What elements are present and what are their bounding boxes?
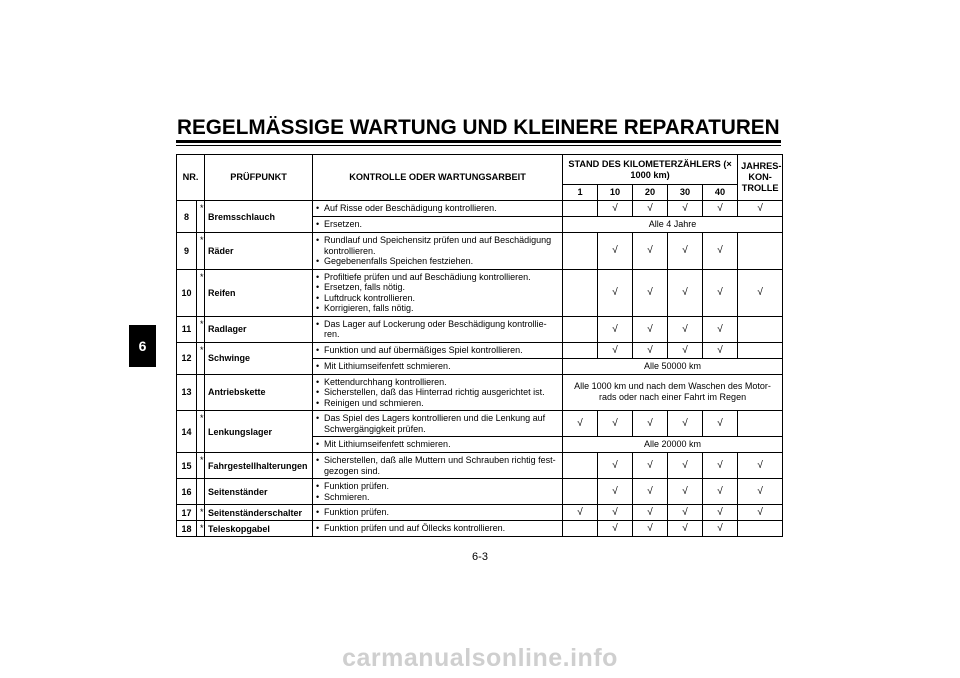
- dealer-service-marker: *: [200, 203, 204, 213]
- table-row: [177, 505, 783, 521]
- header-annual: JAHRES-KON-TROLLE: [738, 155, 783, 201]
- empty-cell: [738, 316, 783, 342]
- maintenance-task: [313, 479, 563, 505]
- check-mark: √: [668, 411, 703, 437]
- check-mark: √: [668, 269, 703, 316]
- empty-cell: [563, 269, 598, 316]
- star-cell: [197, 479, 205, 505]
- check-mark: √: [668, 201, 703, 217]
- task-bullet: • Ersetzen.: [316, 219, 559, 230]
- check-mark: √: [703, 411, 738, 437]
- task-bullet: • Rundlauf und Speichensitz prüfen und auf Beschädigung kontrollieren.: [316, 235, 559, 256]
- check-mark: √: [598, 342, 633, 358]
- check-mark: √: [633, 233, 668, 270]
- star-cell: [197, 453, 205, 479]
- check-item: Schwinge: [205, 342, 313, 374]
- dealer-service-marker: *: [200, 271, 204, 282]
- empty-cell: [738, 521, 783, 537]
- table-row: [177, 233, 783, 270]
- task-bullet: • Kettendurchhang kontrollieren.: [316, 377, 559, 388]
- check-mark: √: [738, 505, 783, 521]
- maintenance-table: [176, 154, 783, 537]
- empty-cell: [563, 316, 598, 342]
- table-row: [177, 342, 783, 358]
- check-item: Seitenständer: [205, 479, 313, 505]
- check-mark: √: [598, 269, 633, 316]
- maintenance-task: [313, 453, 563, 479]
- check-item: Teleskopgabel: [205, 521, 313, 537]
- table-row: [177, 479, 783, 505]
- check-item: Lenkungslager: [205, 411, 313, 453]
- check-mark: √: [738, 269, 783, 316]
- dealer-service-marker: *: [200, 344, 204, 355]
- check-mark: √: [668, 505, 703, 521]
- check-item: Fahrgestellhalterungen: [205, 453, 313, 479]
- check-mark: √: [703, 521, 738, 537]
- maintenance-task: [313, 358, 563, 374]
- star-cell: [197, 521, 205, 537]
- header-km-30: 30: [668, 185, 703, 201]
- table-row: [177, 269, 783, 316]
- row-number: 10: [177, 269, 197, 316]
- check-mark: √: [598, 505, 633, 521]
- check-mark: √: [668, 342, 703, 358]
- task-bullet: • Funktion prüfen.: [316, 507, 559, 518]
- check-mark: √: [633, 269, 668, 316]
- maintenance-task: [313, 269, 563, 316]
- task-bullet: • Sicherstellen, daß das Hinterrad richtig ausgerichtet ist.: [316, 387, 559, 398]
- chapter-tab: 6: [129, 325, 156, 367]
- dealer-service-marker: *: [200, 455, 204, 465]
- task-bullet: • Schmieren.: [316, 492, 559, 503]
- task-bullet: • Luftdruck kontrollieren.: [316, 293, 559, 304]
- empty-cell: [563, 521, 598, 537]
- table-row: [177, 374, 783, 411]
- check-item: Seitenständerschalter: [205, 505, 313, 521]
- check-mark: √: [703, 201, 738, 217]
- task-bullet: • Funktion prüfen und auf Öllecks kontrollieren.: [316, 523, 559, 534]
- check-mark: √: [668, 316, 703, 342]
- check-mark: √: [703, 479, 738, 505]
- check-mark: √: [633, 201, 668, 217]
- check-mark: √: [738, 453, 783, 479]
- maintenance-task: [313, 217, 563, 233]
- row-number: 8: [177, 201, 197, 233]
- row-number: 16: [177, 479, 197, 505]
- check-mark: √: [598, 479, 633, 505]
- table-row: [177, 201, 783, 217]
- task-bullet: • Mit Lithiumseifenfett schmieren.: [316, 439, 559, 450]
- maintenance-task: [313, 505, 563, 521]
- table-row: [177, 411, 783, 437]
- maintenance-task: [313, 437, 563, 453]
- header-km-1: 1: [563, 185, 598, 201]
- task-bullet: • Profiltiefe prüfen und auf Beschädiung kontrollieren.: [316, 272, 559, 283]
- title-rule-thin: [176, 145, 781, 146]
- page-number: 6-3: [472, 551, 488, 563]
- maintenance-task: [313, 342, 563, 358]
- row-number: 14: [177, 411, 197, 453]
- row-number: 11: [177, 316, 197, 342]
- task-bullet: • Korrigieren, falls nötig.: [316, 303, 559, 314]
- check-item: Räder: [205, 233, 313, 270]
- check-mark: √: [703, 269, 738, 316]
- page-title: REGELMÄSSIGE WARTUNG UND KLEINERE REPARATUREN: [177, 116, 780, 139]
- row-number: 18: [177, 521, 197, 537]
- check-mark: √: [703, 453, 738, 479]
- task-bullet: • Reinigen und schmieren.: [316, 398, 559, 409]
- watermark: carmanualsonline.info: [342, 644, 618, 672]
- maintenance-task: [313, 521, 563, 537]
- task-bullet: • Funktion und auf übermäßiges Spiel kontrollieren.: [316, 345, 559, 356]
- maintenance-task: [313, 374, 563, 411]
- task-bullet: • Das Lager auf Lockerung oder Beschädigung kontrollie-ren.: [316, 319, 559, 340]
- table-row: [177, 521, 783, 537]
- check-mark: √: [633, 411, 668, 437]
- task-bullet: • Auf Risse oder Beschädigung kontrollieren.: [316, 203, 559, 214]
- header-km-10: 10: [598, 185, 633, 201]
- header-odometer: STAND DES KILOMETERZÄHLERS (× 1000 km): [563, 155, 738, 185]
- empty-cell: [738, 233, 783, 270]
- task-bullet: • Sicherstellen, daß alle Muttern und Schrauben richtig fest-gezogen sind.: [316, 455, 559, 476]
- empty-cell: [563, 453, 598, 479]
- star-cell: [197, 269, 205, 316]
- task-bullet: • Das Spiel des Lagers kontrollieren und die Lenkung auf Schwergängigkeit prüfen.: [316, 413, 559, 434]
- row-number: 17: [177, 505, 197, 521]
- dealer-service-marker: *: [200, 318, 204, 329]
- table-row: [177, 453, 783, 479]
- check-mark: √: [633, 479, 668, 505]
- check-mark: √: [668, 479, 703, 505]
- maintenance-task: [313, 233, 563, 270]
- check-item: Antriebskette: [205, 374, 313, 411]
- star-cell: [197, 201, 205, 233]
- check-mark: √: [738, 201, 783, 217]
- interval-note: Alle 50000 km: [563, 358, 783, 374]
- check-mark: √: [633, 505, 668, 521]
- check-mark: √: [598, 316, 633, 342]
- check-mark: √: [563, 505, 598, 521]
- star-cell: [197, 505, 205, 521]
- check-mark: √: [598, 201, 633, 217]
- check-mark: √: [598, 521, 633, 537]
- check-mark: √: [598, 233, 633, 270]
- dealer-service-marker: *: [200, 235, 204, 245]
- check-mark: √: [738, 479, 783, 505]
- check-mark: √: [668, 453, 703, 479]
- table-row: [177, 316, 783, 342]
- empty-cell: [563, 201, 598, 217]
- star-cell: [197, 233, 205, 270]
- task-bullet: • Ersetzen, falls nötig.: [316, 282, 559, 293]
- row-number: 15: [177, 453, 197, 479]
- check-mark: √: [668, 233, 703, 270]
- check-mark: √: [598, 411, 633, 437]
- dealer-service-marker: *: [200, 413, 204, 423]
- check-mark: √: [668, 521, 703, 537]
- header-km-20: 20: [633, 185, 668, 201]
- header-km-40: 40: [703, 185, 738, 201]
- check-mark: √: [633, 342, 668, 358]
- maintenance-task: [313, 201, 563, 217]
- header-item: PRÜFPUNKT: [205, 155, 313, 201]
- empty-cell: [563, 342, 598, 358]
- check-item: Reifen: [205, 269, 313, 316]
- dealer-service-marker: *: [200, 523, 204, 533]
- maintenance-task: [313, 316, 563, 342]
- check-mark: √: [703, 233, 738, 270]
- check-mark: √: [633, 316, 668, 342]
- row-number: 13: [177, 374, 197, 411]
- check-item: Radlager: [205, 316, 313, 342]
- star-cell: [197, 374, 205, 411]
- check-item: Bremsschlauch: [205, 201, 313, 233]
- row-number: 9: [177, 233, 197, 270]
- check-mark: √: [633, 453, 668, 479]
- task-bullet: • Gegebenenfalls Speichen festziehen.: [316, 256, 559, 267]
- task-bullet: • Funktion prüfen.: [316, 481, 559, 492]
- header-nr: NR.: [177, 155, 205, 201]
- star-cell: [197, 342, 205, 374]
- check-mark: √: [563, 411, 598, 437]
- check-mark: √: [703, 316, 738, 342]
- check-mark: √: [703, 505, 738, 521]
- task-bullet: • Mit Lithiumseifenfett schmieren.: [316, 361, 559, 372]
- row-number: 12: [177, 342, 197, 374]
- empty-cell: [563, 479, 598, 505]
- star-cell: [197, 411, 205, 453]
- dealer-service-marker: *: [200, 507, 204, 517]
- check-mark: √: [633, 521, 668, 537]
- empty-cell: [738, 411, 783, 437]
- check-mark: √: [598, 453, 633, 479]
- empty-cell: [738, 342, 783, 358]
- title-rule: [176, 140, 781, 143]
- empty-cell: [563, 233, 598, 270]
- check-mark: √: [703, 342, 738, 358]
- header-check: KONTROLLE ODER WARTUNGSARBEIT: [313, 155, 563, 201]
- interval-note: Alle 20000 km: [563, 437, 783, 453]
- interval-note: Alle 4 Jahre: [563, 217, 783, 233]
- maintenance-task: [313, 411, 563, 437]
- star-cell: [197, 316, 205, 342]
- interval-note: Alle 1000 km und nach dem Waschen des Motor-rads oder nach einer Fahrt im Regen: [563, 374, 783, 411]
